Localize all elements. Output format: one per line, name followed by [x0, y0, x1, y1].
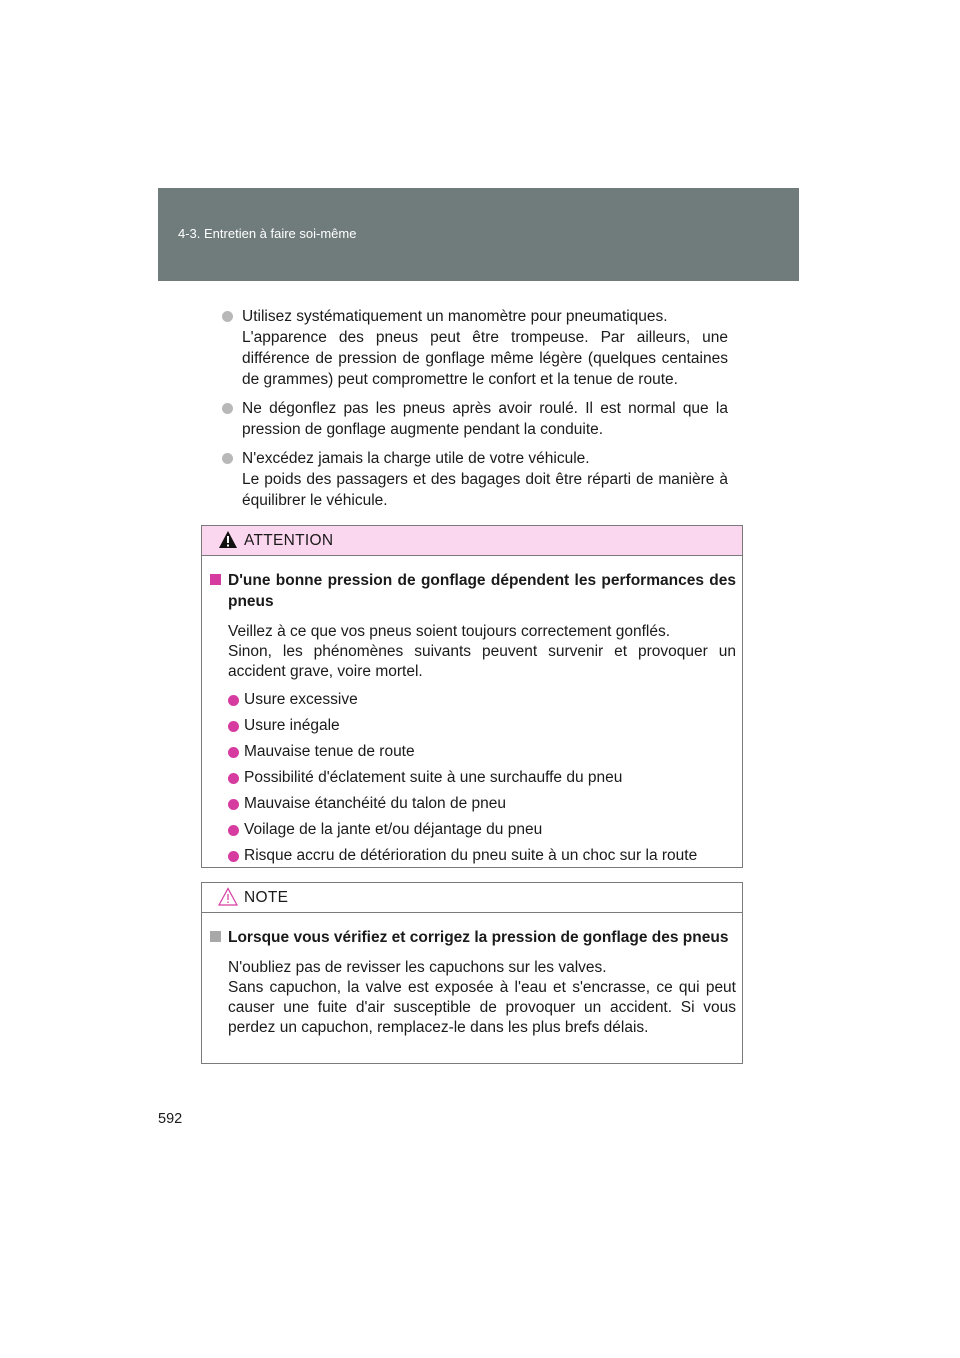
bullet-icon — [228, 773, 239, 784]
note-title: NOTE — [244, 889, 289, 906]
bullet-icon — [228, 747, 239, 758]
list-item — [228, 742, 736, 762]
attention-paragraph — [228, 622, 736, 682]
note-para-line: N'oubliez pas de revisser les capuchons sur les valves. — [228, 959, 607, 976]
warning-icon — [218, 530, 238, 549]
list-item-text: Risque accru de détérioration du pneu suite à un choc sur la route — [244, 847, 698, 864]
list-item — [228, 846, 736, 866]
bullet-icon — [228, 825, 239, 836]
list-item — [228, 690, 736, 710]
section-title: 4-3. Entretien à faire soi-même — [178, 226, 357, 241]
square-bullet-icon — [210, 574, 221, 585]
square-bullet-icon — [210, 931, 221, 942]
attention-list — [228, 690, 736, 866]
note-box — [201, 882, 743, 1064]
intro-item — [222, 306, 728, 390]
bullet-icon — [222, 403, 233, 414]
note-heading — [210, 927, 736, 948]
intro-line: Utilisez systématiquement un manomètre pour pneumatiques. — [242, 308, 668, 325]
bullet-icon — [222, 453, 233, 464]
bullet-icon — [222, 311, 233, 322]
attention-para-line: Sinon, les phénomènes suivants peuvent survenir et provoquer un accident grave, voire mortel. — [228, 643, 736, 680]
intro-item — [222, 448, 728, 511]
list-item-text: Voilage de la jante et/ou déjantage du pneu — [244, 821, 543, 838]
list-item — [228, 820, 736, 840]
attention-heading — [210, 570, 736, 612]
note-title-bar — [202, 883, 742, 913]
list-item-text: Usure excessive — [244, 691, 358, 708]
page-number: 592 — [158, 1111, 183, 1127]
note-para-line: Sans capuchon, la valve est exposée à l'eau et s'encrasse, ce qui peut causer une fuite d'air susceptible de provoquer un accident. Si vous perdez un capuchon, remplacez-le dans les plus brefs délais. — [228, 979, 736, 1036]
note-paragraph — [228, 958, 736, 1038]
intro-item — [222, 398, 728, 440]
list-item — [228, 794, 736, 814]
bullet-icon — [228, 721, 239, 732]
section-header — [158, 188, 799, 281]
attention-title: ATTENTION — [244, 532, 334, 549]
intro-line: Le poids des passagers et des bagages doit être réparti de manière à équilibrer le véhicule. — [242, 471, 728, 509]
list-item-text: Usure inégale — [244, 717, 340, 734]
caution-outline-icon — [218, 887, 238, 906]
attention-title-bar — [202, 526, 742, 556]
list-item-text: Mauvaise étanchéité du talon de pneu — [244, 795, 506, 812]
attention-box — [201, 525, 743, 868]
list-item-text: Possibilité d'éclatement suite à une surchauffe du pneu — [244, 769, 623, 786]
list-item — [228, 716, 736, 736]
intro-line: Ne dégonflez pas les pneus après avoir roulé. Il est normal que la pression de gonflage augmente pendant la conduite. — [242, 400, 728, 438]
bullet-icon — [228, 695, 239, 706]
attention-para-line: Veillez à ce que vos pneus soient toujours correctement gonflés. — [228, 623, 671, 640]
bullet-icon — [228, 799, 239, 810]
bullet-icon — [228, 851, 239, 862]
intro-line: N'excédez jamais la charge utile de votre véhicule. — [242, 450, 590, 467]
list-item — [228, 768, 736, 788]
attention-heading-text: D'une bonne pression de gonflage dépendent les performances des pneus — [228, 572, 736, 610]
intro-line: L'apparence des pneus peut être trompeuse. Par ailleurs, une différence de pression de gonflage même légère (quelques centaines de grammes) peut compromettre le confort et la tenue de route. — [242, 329, 728, 388]
note-heading-text: Lorsque vous vérifiez et corrigez la pression de gonflage des pneus — [228, 929, 729, 946]
list-item-text: Mauvaise tenue de route — [244, 743, 415, 760]
intro-list — [222, 306, 728, 519]
